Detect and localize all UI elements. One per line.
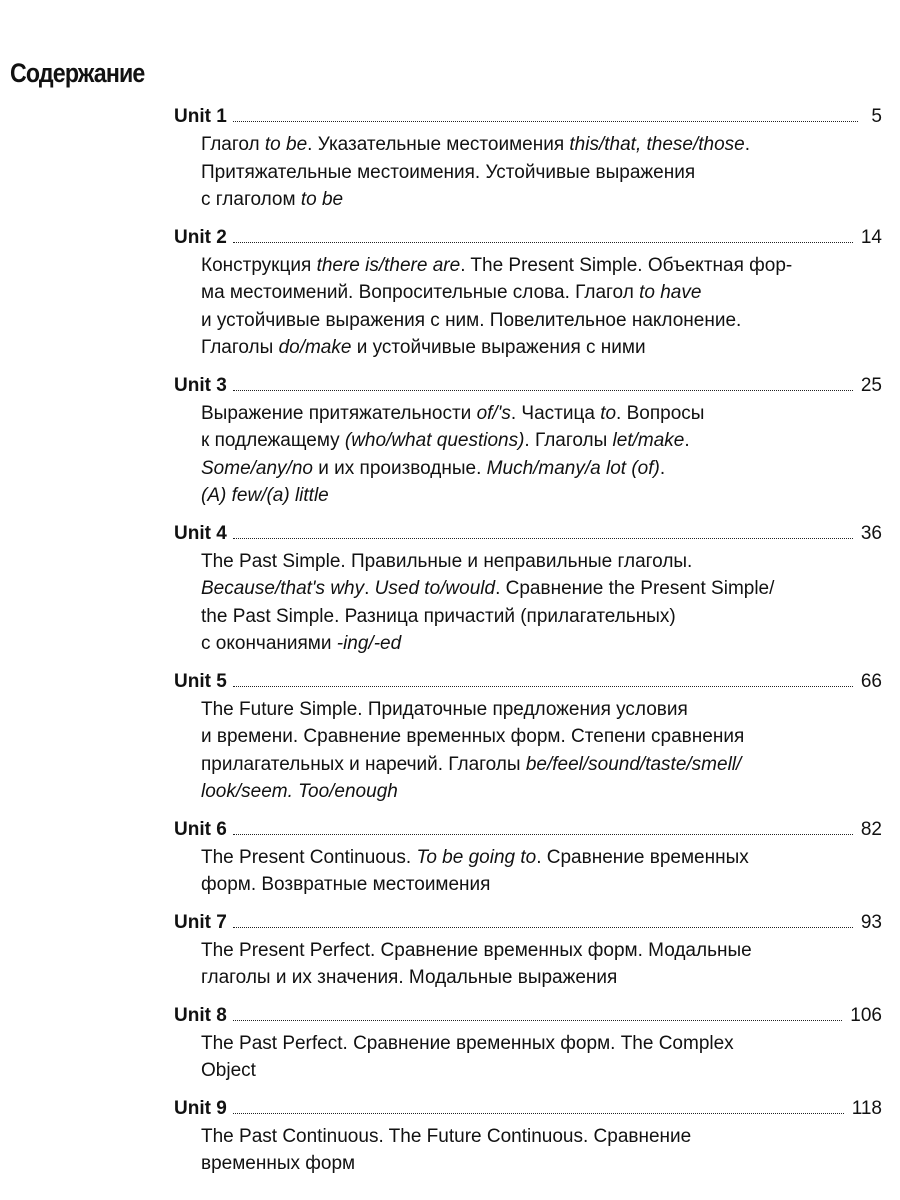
- description-text: Object: [201, 1060, 256, 1081]
- description-text: . Вопросы: [616, 402, 705, 424]
- description-text: The Past Simple. Правильные и неправильные глаголы.: [201, 550, 693, 572]
- toc-entry-heading-row: [174, 224, 882, 252]
- description-term: do/make: [278, 337, 352, 358]
- description-line: [201, 964, 882, 992]
- description-text: прилагательных и наречий. Глаголы: [201, 753, 526, 775]
- description-term: there is/there are: [316, 254, 461, 276]
- toc-entry-heading-row: [174, 520, 882, 548]
- description-text: и устойчивые выражения с ним. Повелительное наклонение.: [201, 309, 742, 331]
- description-text: .: [659, 457, 666, 479]
- description-text: глаголы и их значения. Модальные выражения: [201, 967, 618, 988]
- description-line: [201, 1030, 882, 1058]
- description-line: [201, 751, 882, 779]
- description-term: to have: [639, 282, 702, 303]
- page-number: 106: [850, 1004, 882, 1026]
- unit-description: [174, 252, 882, 362]
- unit-description: [174, 696, 882, 806]
- toc-entry-heading-row: [174, 1095, 882, 1123]
- dot-leader: [233, 834, 853, 835]
- description-line: [201, 334, 882, 362]
- unit-label: Unit 1: [174, 106, 227, 127]
- description-term: of/'s: [476, 402, 511, 424]
- description-text: Выражение притяжательности: [201, 402, 477, 424]
- description-term: Used to/would: [374, 578, 496, 599]
- page-number: 25: [860, 374, 882, 396]
- dot-leader: [233, 121, 858, 122]
- dot-leader: [233, 1020, 843, 1021]
- description-text: .: [684, 430, 690, 451]
- dot-leader: [233, 242, 853, 243]
- toc-entry[interactable]: [174, 372, 882, 510]
- description-term: (A) few/(a) little: [201, 485, 329, 506]
- description-text: .: [364, 578, 375, 599]
- description-text: временных форм: [201, 1153, 356, 1174]
- description-line: [201, 307, 882, 335]
- description-text: с глаголом: [201, 189, 301, 210]
- description-line: [201, 252, 882, 280]
- toc-entry[interactable]: [174, 909, 882, 992]
- description-text: Глаголы: [201, 337, 279, 358]
- page-number: 5: [871, 106, 882, 127]
- page-title: Содержание: [10, 58, 145, 88]
- toc-entry[interactable]: [174, 520, 882, 658]
- description-text: . Указательные местоимения: [307, 134, 570, 155]
- unit-label: Unit 7: [174, 911, 227, 933]
- description-line: [201, 937, 882, 965]
- description-text: . Глаголы: [524, 430, 613, 451]
- description-text: . Сравнение the Present Simple/: [495, 578, 775, 599]
- toc-entry[interactable]: [174, 224, 882, 362]
- toc-entry-heading-row: [174, 816, 882, 844]
- toc-entry[interactable]: [174, 816, 882, 899]
- toc-entry[interactable]: [174, 103, 882, 214]
- description-line: [201, 159, 882, 187]
- description-term: to be: [264, 134, 308, 155]
- toc-entry-heading-row: [174, 668, 882, 696]
- description-text: . Частица: [510, 402, 601, 424]
- toc-entry-heading-row: [174, 372, 882, 400]
- page-number: 66: [860, 670, 882, 692]
- description-text: the Past Simple. Разница причастий (прилагательных): [201, 605, 676, 627]
- description-line: [201, 871, 882, 899]
- description-term: (who/what questions): [344, 430, 525, 451]
- description-line: [201, 778, 882, 806]
- description-line: [201, 279, 882, 307]
- description-term: to: [600, 402, 617, 424]
- unit-label: Unit 6: [174, 818, 227, 840]
- description-text: форм. Возвратные местоимения: [201, 874, 491, 895]
- description-term: Much/many/a lot (of): [486, 457, 660, 479]
- description-text: The Future Simple. Придаточные предложения условия: [201, 698, 688, 720]
- description-term: let/make: [612, 430, 685, 451]
- description-term: To be going to: [416, 846, 537, 868]
- unit-label: Unit 9: [174, 1097, 227, 1119]
- description-line: [201, 400, 882, 428]
- description-text: . Сравнение временных: [536, 846, 749, 868]
- description-text: с окончаниями: [201, 633, 337, 654]
- description-line: [201, 1123, 882, 1151]
- description-term: -ing/-ed: [336, 633, 402, 654]
- description-term: Because/that's why: [201, 578, 365, 599]
- description-text: .: [744, 134, 751, 155]
- description-text: The Present Perfect. Сравнение временных форм. Модальные: [201, 939, 752, 961]
- description-text: и устойчивые выражения с ними: [351, 337, 646, 358]
- unit-label: Unit 5: [174, 670, 227, 692]
- description-text: Притяжательные местоимения. Устойчивые выражения: [201, 161, 696, 183]
- description-line: [201, 455, 882, 483]
- description-text: The Past Perfect. Сравнение временных форм. The Complex: [201, 1032, 734, 1054]
- description-term: look/seem. Too/enough: [201, 781, 398, 802]
- description-text: ма местоимений. Вопросительные слова. Глагол: [201, 282, 640, 303]
- description-line: [201, 630, 882, 658]
- unit-description: [174, 1030, 882, 1085]
- description-line: [201, 723, 882, 751]
- description-line: [201, 696, 882, 724]
- toc-entry-heading-row: [174, 103, 882, 131]
- description-line: [201, 186, 882, 214]
- unit-description: [174, 131, 882, 214]
- description-term: to be: [300, 189, 344, 210]
- dot-leader: [233, 686, 853, 687]
- toc-entry-heading-row: [174, 909, 882, 937]
- dot-leader: [233, 927, 853, 928]
- description-line: [201, 427, 882, 455]
- page-number: 14: [860, 226, 882, 248]
- description-line: [201, 482, 882, 510]
- description-line: [201, 131, 882, 159]
- description-line: [201, 575, 882, 603]
- dot-leader: [233, 1113, 844, 1114]
- description-term: this/that, these/those: [569, 134, 745, 155]
- toc-entry[interactable]: [174, 668, 882, 806]
- toc-entry-heading-row: [174, 1002, 882, 1030]
- unit-description: [174, 1123, 882, 1178]
- description-term: Some/any/no: [201, 457, 313, 479]
- description-text: Глагол: [201, 134, 265, 155]
- description-text: и их производные.: [312, 457, 487, 479]
- description-line: [201, 844, 882, 872]
- description-text: The Past Continuous. The Future Continuous. Сравнение: [201, 1125, 692, 1147]
- description-term: be/feel/sound/taste/smell/: [525, 753, 742, 775]
- unit-description: [174, 844, 882, 899]
- description-text: . The Present Simple. Объектная фор-: [460, 254, 793, 276]
- dot-leader: [233, 538, 853, 539]
- toc-entry[interactable]: [174, 1002, 882, 1085]
- description-text: к подлежащему: [201, 430, 345, 451]
- page-number: 118: [851, 1097, 882, 1119]
- toc-list: [174, 103, 882, 1188]
- unit-label: Unit 4: [174, 522, 227, 544]
- description-text: Конструкция: [201, 254, 317, 276]
- page-number: 93: [860, 911, 882, 933]
- description-text: The Present Continuous.: [201, 846, 417, 868]
- page-number: 36: [860, 522, 882, 544]
- description-line: [201, 548, 882, 576]
- unit-label: Unit 8: [174, 1004, 227, 1026]
- description-line: [201, 1057, 882, 1085]
- unit-description: [174, 937, 882, 992]
- page-number: 82: [860, 818, 882, 840]
- description-line: [201, 603, 882, 631]
- unit-description: [174, 400, 882, 510]
- toc-entry[interactable]: [174, 1095, 882, 1178]
- description-line: [201, 1150, 882, 1178]
- description-text: и времени. Сравнение временных форм. Степени сравнения: [201, 726, 745, 747]
- unit-description: [174, 548, 882, 658]
- unit-label: Unit 2: [174, 226, 227, 248]
- unit-label: Unit 3: [174, 374, 227, 396]
- dot-leader: [233, 390, 853, 391]
